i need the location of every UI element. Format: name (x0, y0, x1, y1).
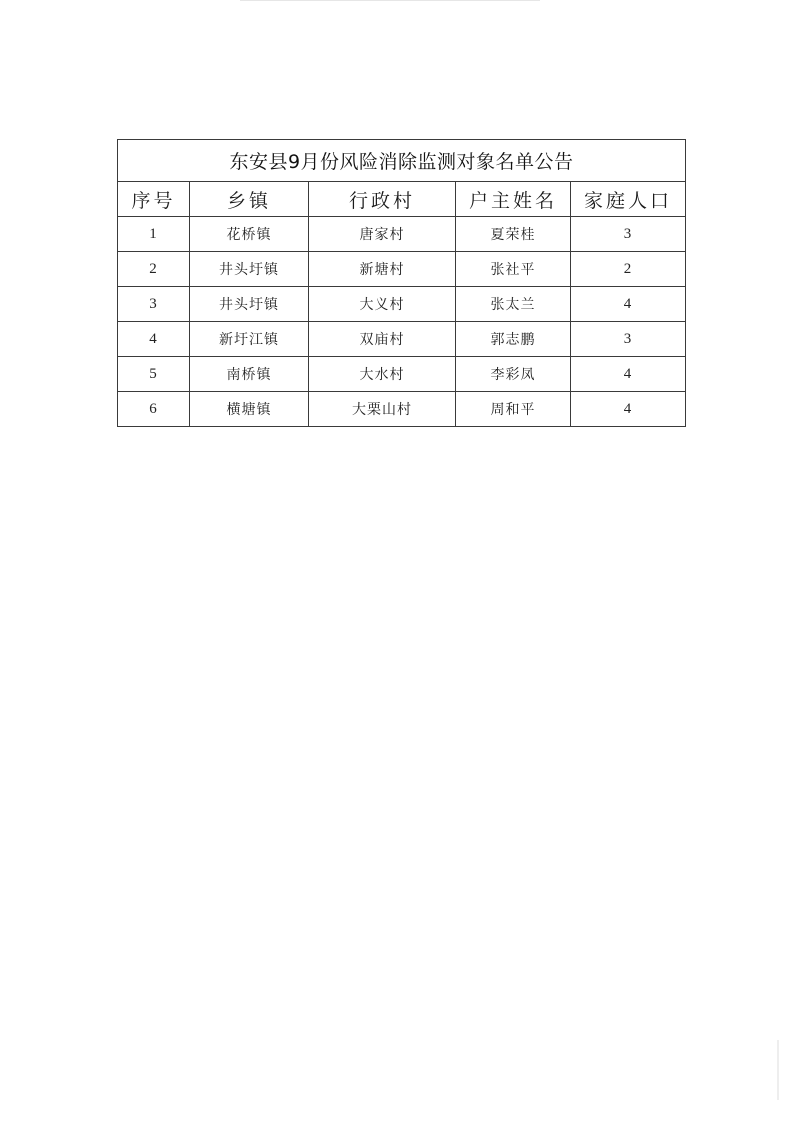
cell-village: 新塘村 (309, 252, 456, 287)
cell-index: 2 (118, 252, 190, 287)
table-row (118, 322, 686, 357)
cell-index: 3 (118, 287, 190, 322)
table-row (118, 357, 686, 392)
cell-index: 6 (118, 392, 190, 427)
scan-edge-mark (240, 0, 540, 1)
cell-householder: 周和平 (456, 392, 571, 427)
header-row (118, 182, 686, 217)
cell-household-size: 3 (571, 217, 686, 252)
cell-township: 花桥镇 (190, 217, 309, 252)
cell-township: 井头圩镇 (190, 252, 309, 287)
cell-township: 井头圩镇 (190, 287, 309, 322)
cell-village: 大义村 (309, 287, 456, 322)
cell-village: 双庙村 (309, 322, 456, 357)
column-header-household-size: 家庭人口 (571, 182, 686, 217)
column-header-village: 行政村 (309, 182, 456, 217)
cell-household-size: 4 (571, 392, 686, 427)
cell-index: 5 (118, 357, 190, 392)
column-header-index: 序号 (118, 182, 190, 217)
cell-householder: 张社平 (456, 252, 571, 287)
cell-village: 大栗山村 (309, 392, 456, 427)
column-header-township: 乡镇 (190, 182, 309, 217)
title-row (118, 140, 686, 182)
cell-household-size: 4 (571, 287, 686, 322)
cell-index: 4 (118, 322, 190, 357)
cell-village: 唐家村 (309, 217, 456, 252)
notice-title: 东安县9月份风险消除监测对象名单公告 (118, 140, 686, 182)
table-row (118, 287, 686, 322)
notice-table (117, 139, 686, 427)
cell-householder: 郭志鹏 (456, 322, 571, 357)
cell-township: 横塘镇 (190, 392, 309, 427)
table-row (118, 217, 686, 252)
cell-householder: 张太兰 (456, 287, 571, 322)
scan-edge-mark (777, 1040, 779, 1100)
cell-township: 南桥镇 (190, 357, 309, 392)
cell-householder: 夏荣桂 (456, 217, 571, 252)
table-row (118, 252, 686, 287)
cell-village: 大水村 (309, 357, 456, 392)
cell-household-size: 3 (571, 322, 686, 357)
cell-household-size: 2 (571, 252, 686, 287)
cell-household-size: 4 (571, 357, 686, 392)
cell-index: 1 (118, 217, 190, 252)
cell-township: 新圩江镇 (190, 322, 309, 357)
cell-householder: 李彩凤 (456, 357, 571, 392)
table-row (118, 392, 686, 427)
column-header-householder: 户主姓名 (456, 182, 571, 217)
